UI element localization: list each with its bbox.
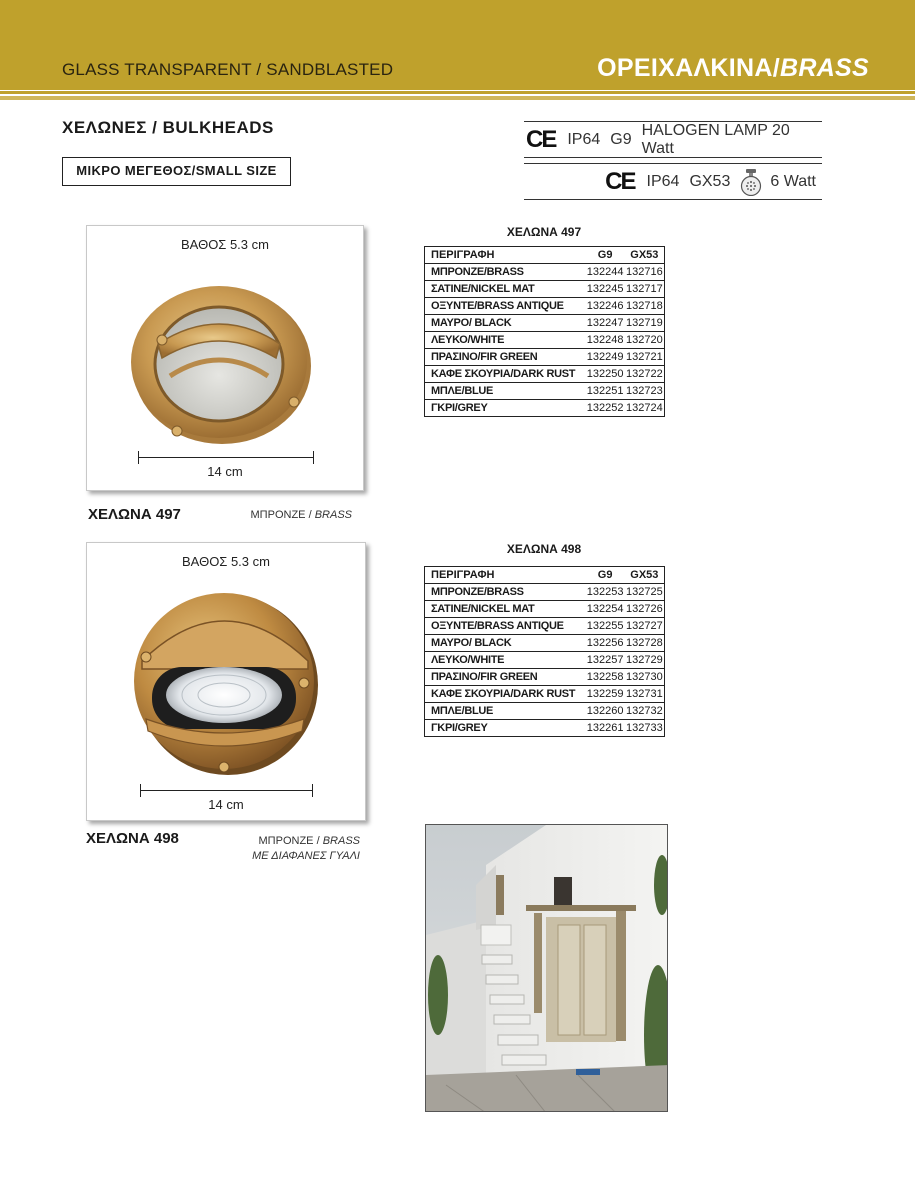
cell-description: ΜΑΥΡΟ/ BLACK: [425, 315, 586, 332]
cell-g9: 132245: [586, 281, 625, 298]
cell-g9: 132253: [586, 584, 625, 601]
cell-gx53: 132728: [625, 635, 665, 652]
cell-gx53: 132727: [625, 618, 665, 635]
cell-gx53: 132720: [625, 332, 665, 349]
product-photo-498: [86, 542, 366, 821]
cell-description: ΣΑΤΙΝΕ/NICKEL MAT: [425, 281, 586, 298]
whitewashed-house-image: [426, 825, 668, 1112]
cell-g9: 132261: [586, 720, 625, 737]
spec-lamp: 6 Watt: [770, 172, 816, 190]
cell-description: ΓΚΡΙ/GREY: [425, 720, 586, 737]
cell-description: ΠΡΑΣΙΝΟ/FIR GREEN: [425, 349, 586, 366]
material-gr: ΜΠΡΟΝΖΕ /: [258, 835, 320, 847]
spec-line-halogen: [524, 121, 822, 158]
table-row: [425, 281, 665, 298]
cell-g9: 132251: [586, 383, 625, 400]
cell-gx53: 132729: [625, 652, 665, 669]
cell-description: ΟΞΥΝΤΕ/BRASS ANTIQUE: [425, 618, 586, 635]
spec-ip-rating: IP64: [646, 172, 680, 190]
ce-mark-icon: CE: [605, 167, 635, 195]
model-material-497: [230, 508, 352, 523]
installation-photo: [425, 824, 668, 1112]
cell-gx53: 132732: [625, 703, 665, 720]
col-g9: G9: [586, 247, 625, 264]
bulkhead-498-image: [132, 591, 322, 777]
model-name-497: ΧΕΛΩΝΑ 497: [88, 506, 181, 523]
cell-g9: 132250: [586, 366, 625, 383]
table-row: [425, 703, 665, 720]
header-title-gr: ΟΡΕΙΧΑΛΚΙΝΑ/: [597, 54, 780, 82]
table-row: [425, 618, 665, 635]
table-row: [425, 315, 665, 332]
product-photo-497: [86, 225, 364, 491]
table-row: [425, 686, 665, 703]
header-stripe: [0, 91, 915, 94]
table-row: [425, 298, 665, 315]
cell-gx53: 132717: [625, 281, 665, 298]
cell-description: ΛΕΥΚΟ/WHITE: [425, 652, 586, 669]
section-title: ΧΕΛΩΝΕΣ / BULKHEADS: [62, 118, 274, 137]
cell-description: ΠΡΑΣΙΝΟ/FIR GREEN: [425, 669, 586, 686]
cell-description: ΜΠΛΕ/BLUE: [425, 703, 586, 720]
width-dimension-line: [138, 457, 314, 458]
header-band: [0, 0, 915, 90]
cell-g9: 132259: [586, 686, 625, 703]
col-g9: G9: [586, 567, 625, 584]
cell-g9: 132260: [586, 703, 625, 720]
width-dimension-line: [140, 790, 313, 791]
cell-g9: 132244: [586, 264, 625, 281]
model-name-498: ΧΕΛΩΝΑ 498: [86, 830, 179, 847]
code-table-497: [424, 246, 665, 417]
cell-g9: 132257: [586, 652, 625, 669]
cell-g9: 132258: [586, 669, 625, 686]
table-row: [425, 720, 665, 737]
table-row: [425, 349, 665, 366]
cell-g9: 132249: [586, 349, 625, 366]
cell-g9: 132256: [586, 635, 625, 652]
model-material-498: [230, 834, 360, 864]
header-stripe-light: [0, 96, 915, 100]
cell-gx53: 132725: [625, 584, 665, 601]
material-note: ΜΕ ΔΙΑΦΑΝΕΣ ΓΥΑΛΙ: [252, 850, 360, 862]
cell-description: ΣΑΤΙΝΕ/NICKEL MAT: [425, 601, 586, 618]
cell-gx53: 132718: [625, 298, 665, 315]
header-subtitle: GLASS TRANSPARENT / SANDBLASTED: [62, 60, 394, 79]
width-label: 14 cm: [208, 797, 244, 812]
header-title: [597, 54, 869, 83]
table-title-498: ΧΕΛΩΝΑ 498: [506, 542, 582, 556]
material-en: BRASS: [314, 509, 352, 521]
cell-gx53: 132731: [625, 686, 665, 703]
table-row: [425, 601, 665, 618]
table-row: [425, 635, 665, 652]
cell-g9: 132248: [586, 332, 625, 349]
code-table-498: [424, 566, 665, 737]
table-row: [425, 332, 665, 349]
cell-description: ΓΚΡΙ/GREY: [425, 400, 586, 417]
col-gx53: GX53: [625, 247, 665, 264]
cell-g9: 132254: [586, 601, 625, 618]
cell-gx53: 132730: [625, 669, 665, 686]
cell-gx53: 132716: [625, 264, 665, 281]
depth-label: ΒΑΘΟΣ 5.3 cm: [182, 554, 270, 569]
table-row: [425, 669, 665, 686]
cell-description: ΛΕΥΚΟ/WHITE: [425, 332, 586, 349]
bulkhead-497-image: [130, 284, 312, 446]
spec-lamp: HALOGEN LAMP 20 Watt: [641, 121, 790, 157]
col-description: ΠΕΡΙΓΡΑΦΗ: [425, 567, 586, 584]
spec-socket: GX53: [689, 172, 731, 190]
depth-label: ΒΑΘΟΣ 5.3 cm: [181, 237, 269, 252]
material-gr: ΜΠΡΟΝΖΕ /: [250, 509, 312, 521]
material-en: BRASS: [322, 835, 360, 847]
cell-gx53: 132723: [625, 383, 665, 400]
cell-description: ΟΞΥΝΤΕ/BRASS ANTIQUE: [425, 298, 586, 315]
table-header-row: [425, 247, 665, 264]
spec-ip-rating: IP64: [567, 130, 601, 148]
cell-description: ΜΑΥΡΟ/ BLACK: [425, 635, 586, 652]
cell-g9: 132252: [586, 400, 625, 417]
width-label: 14 cm: [207, 464, 243, 479]
cell-gx53: 132726: [625, 601, 665, 618]
table-row: [425, 584, 665, 601]
cell-description: ΜΠΛΕ/BLUE: [425, 383, 586, 400]
cell-g9: 132247: [586, 315, 625, 332]
cell-gx53: 132733: [625, 720, 665, 737]
cell-description: ΚΑΦΕ ΣΚΟΥΡΙΑ/DARK RUST: [425, 686, 586, 703]
table-row: [425, 383, 665, 400]
spec-socket: G9: [610, 130, 632, 148]
ce-mark-icon: CE: [526, 125, 556, 153]
table-row: [425, 652, 665, 669]
cell-gx53: 132721: [625, 349, 665, 366]
table-row: [425, 366, 665, 383]
col-description: ΠΕΡΙΓΡΑΦΗ: [425, 247, 586, 264]
cell-gx53: 132719: [625, 315, 665, 332]
table-row: [425, 400, 665, 417]
col-gx53: GX53: [625, 567, 665, 584]
table-row: [425, 264, 665, 281]
cell-description: ΜΠΡΟΝΖΕ/BRASS: [425, 264, 586, 281]
cell-g9: 132246: [586, 298, 625, 315]
cell-g9: 132255: [586, 618, 625, 635]
header-title-en: BRASS: [779, 54, 869, 82]
cell-description: ΚΑΦΕ ΣΚΟΥΡΙΑ/DARK RUST: [425, 366, 586, 383]
cell-gx53: 132722: [625, 366, 665, 383]
spec-line-led: [524, 163, 822, 200]
size-label-box: ΜΙΚΡΟ ΜΕΓΕΘΟΣ/SMALL SIZE: [62, 157, 291, 186]
led-lamp-icon: [740, 168, 762, 196]
table-title-497: ΧΕΛΩΝΑ 497: [506, 225, 582, 239]
cell-description: ΜΠΡΟΝΖΕ/BRASS: [425, 584, 586, 601]
cell-gx53: 132724: [625, 400, 665, 417]
table-header-row: [425, 567, 665, 584]
